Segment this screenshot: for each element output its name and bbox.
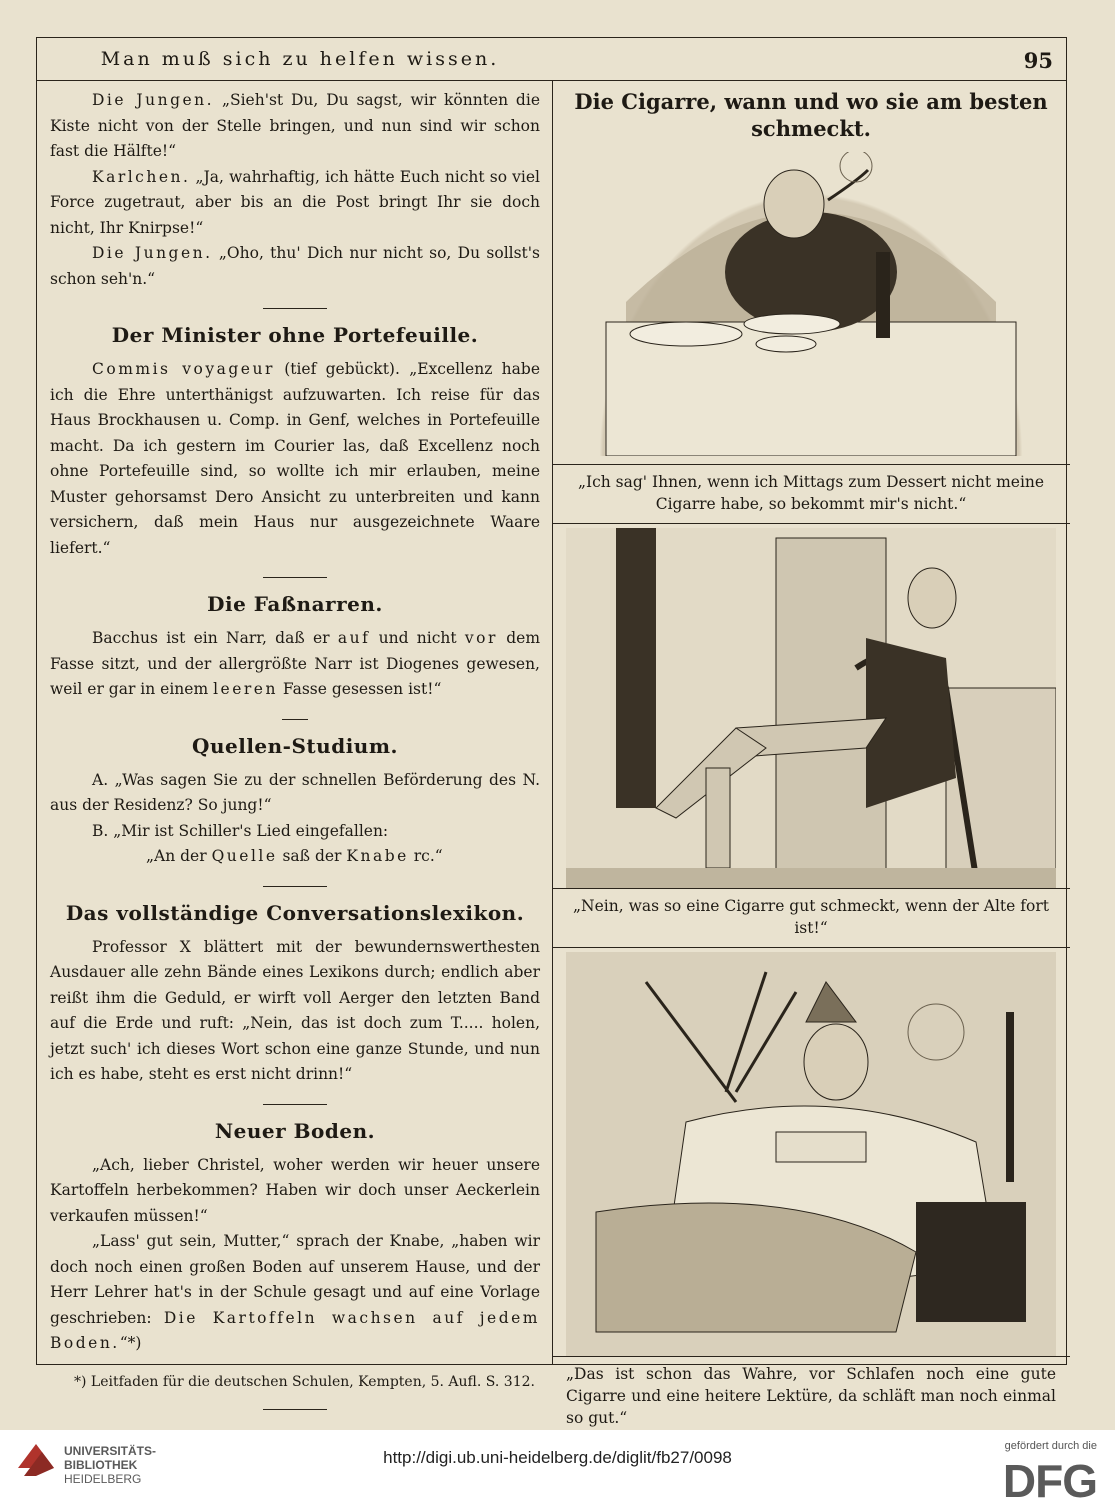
heading-lexikon: Das vollständige Conversationslexikon. <box>65 900 525 925</box>
cigar-title: Die Cigarre, wann und wo sie am besten schmeckt. <box>574 89 1048 141</box>
dialogue-line: Die Jungen. „Oho, thu' Dich nur nicht so, Du sollst's schon seh'n.“ <box>50 244 541 288</box>
section-rule <box>282 719 308 720</box>
lexikon-text: Professor X blättert mit der bewundernswerthesten Ausdauer alle zehn Bände eines Lexikons durch; endlich aber reißt ihm die Geduld, er wirft voll Aerger den letzten Band auf die Erde und ruft: „Nein, das ist doch zum T..... holen, jetzt such' ich dieses Wort schon eine ganze Stunde, und nun ich es habe, steht es erst nicht drinn!“ <box>50 937 540 1083</box>
boden-p2: „Lass' gut sein, Mutter,“ sprach der Knabe, „haben wir doch noch einen großen Boden auf unserem Hause, und der Herr Lehrer hat's in der Schule gesagt und auf eine Vorlage geschrieben: Die Kartoffeln wachsen auf jedem Boden.“*) <box>50 1232 540 1352</box>
illustration-smoking-chair <box>566 528 1056 888</box>
dfg-logo: DFG <box>1002 1455 1097 1507</box>
section-rule <box>263 1104 327 1105</box>
section-rule <box>263 886 327 887</box>
quellen-a: A. „Was sagen Sie zu der schnellen Beförderung des N. aus der Residenz? So jung!“ <box>50 770 541 814</box>
university-name: UNIVERSITÄTS- BIBLIOTHEK HEIDELBERG <box>64 1444 157 1486</box>
dialogue-line: Die Jungen. „Sieh'st Du, Du sagst, wir könnten die Kiste nicht von der Stelle bringen, und nun sind wir schon fast die Hälfte!“ <box>50 91 540 160</box>
dialogue-line: Karlchen. „Ja, wahrhaftig, ich hätte Euch nicht so viel Force zugetraut, aber bis an die Post bringt Ihr sie doch nicht, Ihr Knirpse!“ <box>50 167 540 237</box>
caption-divider <box>552 464 1070 465</box>
left-column <box>50 88 540 1424</box>
illustration-dinner-drawing <box>566 152 1056 456</box>
caption-dinner: „Ich sag' Ihnen, wenn ich Mittags zum Dessert nicht meine Cigarre habe, so bekommt mir's nicht.“ <box>577 473 1045 513</box>
section-rule <box>263 577 327 578</box>
funded-by-text: gefördert durch die <box>1004 1440 1097 1452</box>
caption-bed: „Das ist schon das Wahre, vor Schlafen noch eine gute Cigarre und eine heitere Lektüre, da schläft man noch einmal so gut.“ <box>566 1365 1056 1427</box>
caption-divider <box>552 888 1070 889</box>
caption-divider <box>552 947 1070 948</box>
heading-fassnarren: Die Faßnarren. <box>207 592 383 616</box>
illustration-bed <box>566 952 1056 1356</box>
heading-minister: Der Minister ohne Portefeuille. <box>111 323 479 347</box>
illustration-dinner <box>566 152 1056 456</box>
boden-p1: „Ach, lieber Christel, woher werden wir heuer unsere Kartoffeln herbekommen? Haben wir doch unser Aeckerlein verkaufen müssen!“ <box>50 1155 540 1225</box>
footer-bar <box>0 1430 1115 1509</box>
heading-boden: Neuer Boden. <box>214 1118 376 1143</box>
right-column <box>566 88 1056 1429</box>
source-url-link[interactable]: http://digi.ub.uni-heidelberg.de/diglit/fb27/0098 <box>383 1448 732 1467</box>
caption-chair: „Nein, was so eine Cigarre gut schmeckt, wenn der Alte fort ist!“ <box>573 897 1049 937</box>
illustration-chair-drawing <box>566 528 1056 888</box>
column-divider <box>552 80 553 1365</box>
minister-text: Commis voyageur (tief gebückt). „Excellenz habe ich die Ehre unterthänigst aufzuwarten. Ich reise für das Haus Brockhausen u. Comp. in Genf, welches in Portefeuille macht. Da ich gestern im Courier las, daß Excellenz noch ohne Portefeuille sind, so wollte ich mir erlauben, meine Muster gehorsamst Dero Ansicht zu unterbreiten und kann versichern, daß mein Haus nur ausgezeichnete Waare liefert.“ <box>50 360 540 557</box>
section-rule <box>263 308 327 309</box>
caption-divider <box>552 1356 1070 1357</box>
fassnarren-text: Bacchus ist ein Narr, daß er auf und nicht vor dem Fasse sitzt, und der allergrößte Narr ist Diogenes gewesen, weil er gar in einem leeren Fasse gesessen ist!“ <box>50 629 541 698</box>
quellen-b: B. „Mir ist Schiller's Lied eingefallen: <box>92 821 389 840</box>
section-rule <box>263 1409 327 1410</box>
page-number: 95 <box>1023 48 1053 73</box>
running-head: Man muß sich zu helfen wissen. <box>100 48 500 70</box>
caption-divider <box>552 523 1070 524</box>
footnote: *) Leitfaden für die deutschen Schulen, Kempten, 5. Aufl. S. 312. <box>74 1373 535 1390</box>
illustration-bed-drawing <box>566 952 1056 1356</box>
quellen-quote: „An der Quelle saß der Knabe rc.“ <box>146 847 443 865</box>
heading-quellen: Quellen-Studium. <box>192 733 398 758</box>
